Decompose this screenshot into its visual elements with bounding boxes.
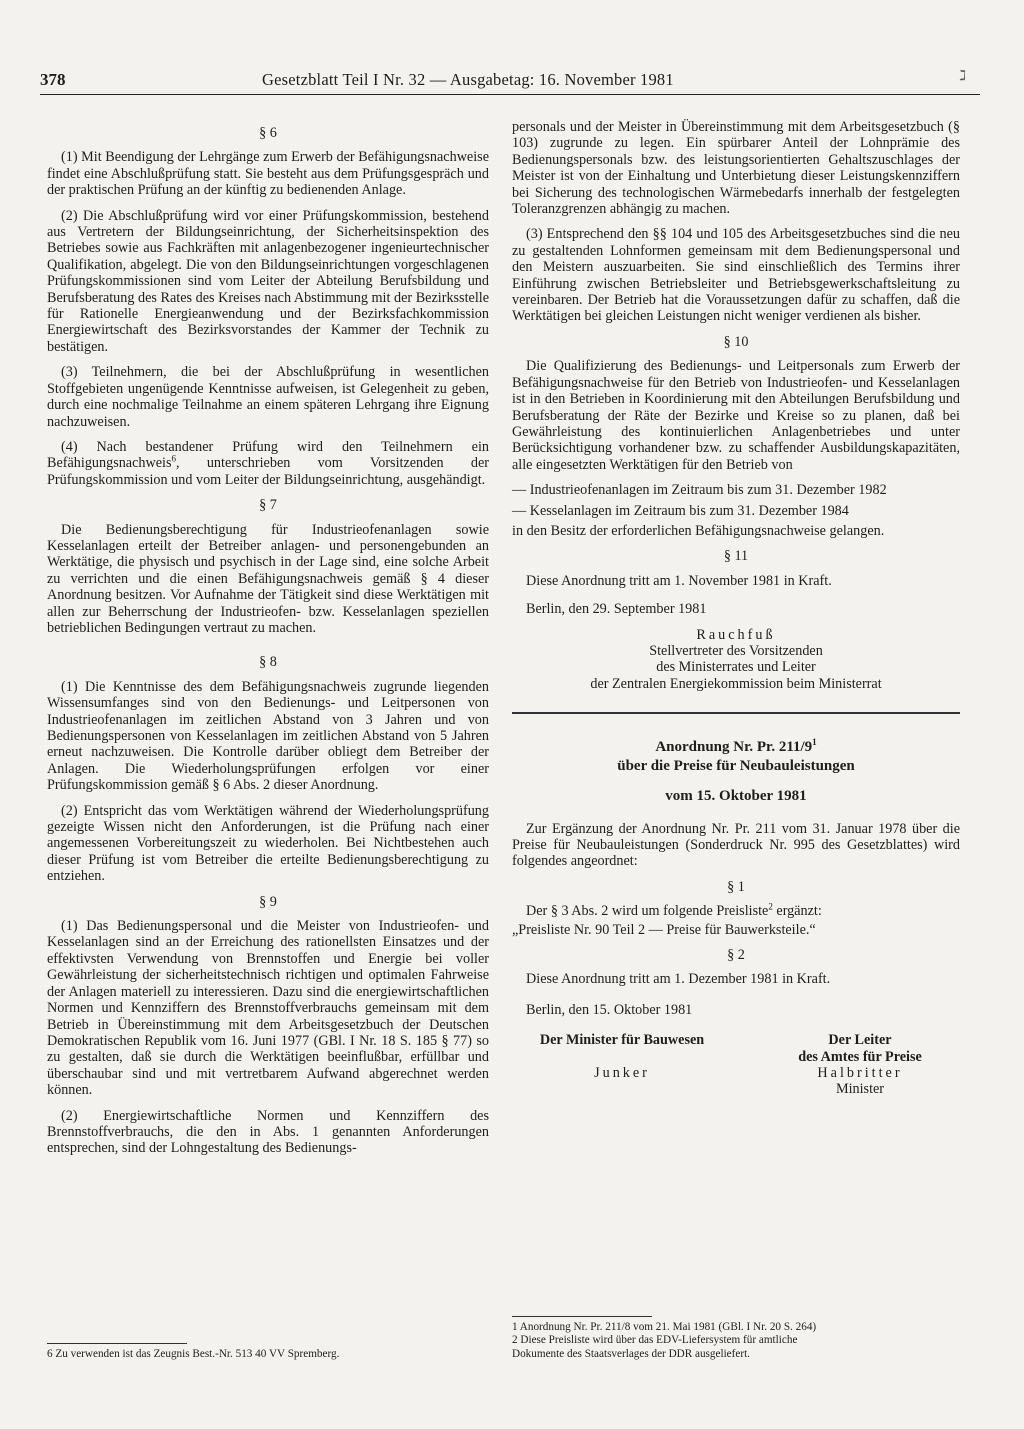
footnotes-left bbox=[47, 1343, 489, 1361]
signature-right bbox=[760, 1032, 960, 1098]
page-header bbox=[40, 70, 980, 96]
paragraph: Die Bedienungsberechtigung für Industrieofenanlagen sowie Kesselanlagen erteilt der Betreiber anlagen- und personengebunden an Werktätige, die physisch und psychisch in der Lage sind, eine solche Arbeit zu verrichten und die einen Befähigungsnachweis gemäß § 4 dieser Anordnung besitzen. Vor Aufnahme der Tätigkeit sind diese Werktätigen mit allen zur Beherrschung der Industrieofen- bzw. Kesselanlagen speziellen betrieblichen Bedingungen vertraut zu machen. bbox=[47, 521, 489, 636]
list-item: — Industrieofenanlagen im Zeitraum bis zum 31. Dezember 1982 bbox=[512, 482, 887, 499]
section-heading: § 11 bbox=[723, 548, 749, 565]
signature-block bbox=[512, 627, 960, 693]
signer-name: Halbritter bbox=[817, 1065, 903, 1082]
paragraph: (1) Das Bedienungspersonal und die Meister von Industrieofen- und Kesselanlagen sind an der Erreichung des rationellsten Einsatzes und der effektivsten Verwendung von Brennstoffen und Energie bei voller Gewährleistung der sicherheitstechnisch richtigen und optimalen Fahrweise der Anlagen materiell zu interessieren. Dazu sind die energiewirtschaftlichen Normen und Kennziffern des Brennstoffverbrauchs gemeinsam mit dem Betrieb in Übereinstimmung mit dem Arbeitsgesetzbuch der Deutschen Demokratischen Republik vom 16. Juni 1977 (GBl. I Nr. 18 S. 185 § 77) so zu gestalten, daß sie durch die Werktätigen beeinflußbar, erfüllbar und überschaubar sind und mit vertretbarem Aufwand abgerechnet werden können. bbox=[47, 918, 489, 1099]
paragraph: Zur Ergänzung der Anordnung Nr. Pr. 211 vom 31. Januar 1978 über die Preise für Neubauleistungen (Sonderdruck Nr. 995 des Gesetzblattes) wird folgendes angeordnet: bbox=[512, 820, 960, 870]
right-column bbox=[512, 119, 960, 1122]
place-date: Berlin, den 15. Oktober 1981 bbox=[526, 1001, 693, 1018]
signer-title: des Amtes für Preise bbox=[798, 1048, 922, 1065]
signer-name: Junker bbox=[594, 1064, 650, 1081]
page-number: 378 bbox=[40, 70, 66, 89]
signer-title: Der Minister für Bauwesen bbox=[539, 1032, 705, 1049]
signer-role: des Ministerrates und Leiter bbox=[656, 659, 816, 676]
signer-title: Der Leiter bbox=[828, 1032, 892, 1049]
paragraph: Die Qualifizierung des Bedienungs- und Leitpersonals zum Erwerb der Befähigungsnachweise für den Betrieb von Industrieofen- und Kesselanlagen ist in den Betrieben in Koordinierung mit den Abteilungen Berufsbildung und Berufsberatung der Räte der Bezirke und Kreise so zu planen, daß bei Gewährleistung des kontinuierlichen Anlagenbetriebes und unter Berücksichtigung vorhandener bzw. zu schaffender Ausbildungskapazitäten, alle eingesetzten Werktätigen für den Betrieb von bbox=[512, 358, 960, 473]
paragraph bbox=[47, 439, 489, 488]
paragraph: (1) Die Kenntnisse des dem Befähigungsnachweis zugrunde liegenden Wissensumfanges sind von den Bedienungs- und Leitpersonen von Industrieofenanlagen im zeitlichen Abstand von 3 Jahren und von Bedienungspersonen von Kesselanlagen im zeitlichen Abstand von 5 Jahren erneut nachzuweisen. Die Kontrolle darüber obliegt dem Betreiber der Anlagen. Die Wiederholungsprüfungen erfolgen vor einer Prüfungskommission gemäß § 6 Abs. 2 dieser Anordnung. bbox=[47, 678, 489, 794]
paragraph: Diese Anordnung tritt am 1. Dezember 1981 in Kraft. bbox=[526, 971, 831, 988]
section-heading: § 8 bbox=[259, 654, 277, 671]
footnote-ref: 6 bbox=[171, 453, 177, 464]
footnote-rule bbox=[512, 1316, 652, 1317]
section-heading: § 10 bbox=[723, 333, 749, 350]
text-run: Der § 3 Abs. 2 wird um folgende Preisliste bbox=[526, 903, 769, 920]
footnote: 6 Zu verwenden ist das Zeugnis Best.-Nr. 513 40 VV Spremberg. bbox=[47, 1348, 340, 1360]
footnote: 2 Diese Preisliste wird über das EDV-Liefersystem für amtliche bbox=[512, 1334, 798, 1347]
text-run: Anordnung Nr. Pr. 211/9 bbox=[655, 739, 813, 756]
footnote-continuation: Dokumente des Staatsverlages der DDR ausgeliefert. bbox=[512, 1347, 750, 1360]
signer-name: Rauchfuß bbox=[696, 626, 776, 643]
footnote-rule bbox=[47, 1343, 187, 1344]
paragraph: personals und der Meister in Übereinstimmung mit dem Arbeitsgesetzbuch (§ 103) zugrunde zu legen. Ein spürbarer Anteil der Lohnprämie des Bedienungspersonals bzw. des leistungsorientierten Gehaltszuschlages der Meister ist von der Einhaltung und Unterbietung dieser Leistungskennziffern bei Sicherung des technologischen Wärmebedarfs innerhalb der festgelegten Toleranzgrenzen abhängig zu machen. bbox=[512, 119, 960, 218]
section-heading: § 2 bbox=[727, 947, 745, 964]
signatures bbox=[512, 1032, 960, 1122]
signature-left bbox=[512, 1032, 732, 1081]
paragraph: (2) Entspricht das vom Werktätigen während der Wiederholungsprüfung gezeigte Wissen nicht den Anforderungen, ist die Prüfung nach einer angemessenen Vorbereitungszeit zu wiederholen. Bei Nichtbestehen auch dieser Prüfung ist vom Betreiber die erteilte Bedienungsberechtigung zu entziehen. bbox=[47, 802, 489, 885]
ordinance-subtitle: über die Preise für Neubauleistungen bbox=[617, 758, 855, 775]
signer-role: der Zentralen Energiekommission beim Ministerrat bbox=[590, 675, 882, 692]
paragraph: Diese Anordnung tritt am 1. November 1981 in Kraft. bbox=[526, 572, 832, 589]
section-divider bbox=[512, 712, 960, 714]
section-heading: § 1 bbox=[727, 878, 745, 895]
paragraph: (2) Die Abschlußprüfung wird vor einer Prüfungskommission, bestehend aus Vertretern der Bildungseinrichtung, der Sicherheitsinspektion des Betriebes sowie aus Fachkräften mit anlagenbezogener ingenieurtechnischer Qualifikation, abgelegt. Die von den Bildungseinrichtungen vorgeschlagenen Prüfungskommissionen sind vom Leiter der Abteilung Berufsbildung und Berufsberatung des Rates des Kreises nach Abstimmung mit der Bezirksstelle für Rationelle Energieanwendung und der Bezirksfachkommission Energiewirtschaft des Bezirksvorstandes der Kammer der Technik zu bestätigen. bbox=[47, 207, 489, 355]
left-column bbox=[47, 119, 489, 1166]
running-head: Gesetzblatt Teil I Nr. 32 — Ausgabetag: 16. November 1981 bbox=[262, 70, 674, 89]
paragraph: in den Besitz der erforderlichen Befähigungsnachweise gelangen. bbox=[512, 522, 885, 539]
list-item: — Kesselanlagen im Zeitraum bis zum 31. Dezember 1984 bbox=[512, 502, 849, 519]
text-run: ergänzt: bbox=[772, 903, 822, 920]
paragraph: (3) Teilnehmern, die bei der Abschlußprüfung in wesentlichen Stoffgebieten ungenügende Kenntnisse aufweisen, ist Gelegenheit zu geben, durch eine nochmalige Teilnahme an einem späteren Lehrgang ihre Eignung nachzuweisen. bbox=[47, 364, 489, 430]
paragraph: (3) Entsprechend den §§ 104 und 105 des Arbeitsgesetzbuches sind die neu zu gestaltenden Lohnformen gemeinsam mit dem Bedienungspersonal und den Meistern auszuarbeiten. Sie sind einschließlich des Termins ihrer Einführung zwischen Betriebsleiter und Betriebsgewerkschaftsleitung zu vereinbaren. Der Betrieb hat die Voraussetzungen dafür zu schaffen, daß die Werktätigen bei gleichen Leistungen nicht weniger verdienen als bisher. bbox=[512, 226, 960, 325]
paragraph bbox=[512, 903, 960, 919]
text-run: (4) Nach bestandener Prüfung wird den Teilnehmern ein Befähigungsnachweis bbox=[47, 438, 489, 472]
footnotes-right bbox=[512, 1316, 960, 1361]
ordinance-date: vom 15. Oktober 1981 bbox=[665, 788, 807, 805]
place-date: Berlin, den 29. September 1981 bbox=[526, 601, 707, 618]
header-rule bbox=[40, 94, 980, 95]
signer-role: Minister bbox=[835, 1081, 885, 1098]
spacer bbox=[512, 1049, 732, 1065]
margin-mark: ℷ bbox=[959, 69, 966, 84]
paragraph: „Preisliste Nr. 90 Teil 2 — Preise für Bauwerksteile.“ bbox=[512, 921, 816, 938]
ordinance-title bbox=[512, 738, 960, 757]
paragraph: (1) Mit Beendigung der Lehrgänge zum Erwerb der Befähigungsnachweise findet eine Abschlußprüfung statt. Sie besteht aus dem Prüfungsgespräch und der praktischen Prüfung an der künftig zu bedienenden Anlage. bbox=[47, 149, 489, 199]
footnote-ref: 2 bbox=[768, 901, 773, 912]
paragraph: (2) Energiewirtschaftliche Normen und Kennziffern des Brennstoffverbrauchs, die den in Abs. 1 genannten Anforderungen entsprechen, sind der Lohngestaltung des Bedienungs- bbox=[47, 1107, 489, 1157]
section-heading: § 9 bbox=[259, 893, 277, 910]
signer-role: Stellvertreter des Vorsitzenden bbox=[649, 642, 823, 659]
footnote-ref: 1 bbox=[812, 737, 817, 748]
text-run: , unterschrieben vom Vorsitzenden der Prüfungskommission und vom Leiter der Bildungseinrichtung, ausgehändigt. bbox=[47, 455, 489, 488]
footnote: 1 Anordnung Nr. Pr. 211/8 vom 21. Mai 1981 (GBl. I Nr. 20 S. 264) bbox=[512, 1321, 817, 1333]
section-heading: § 6 bbox=[259, 125, 277, 141]
section-heading: § 7 bbox=[259, 497, 277, 514]
